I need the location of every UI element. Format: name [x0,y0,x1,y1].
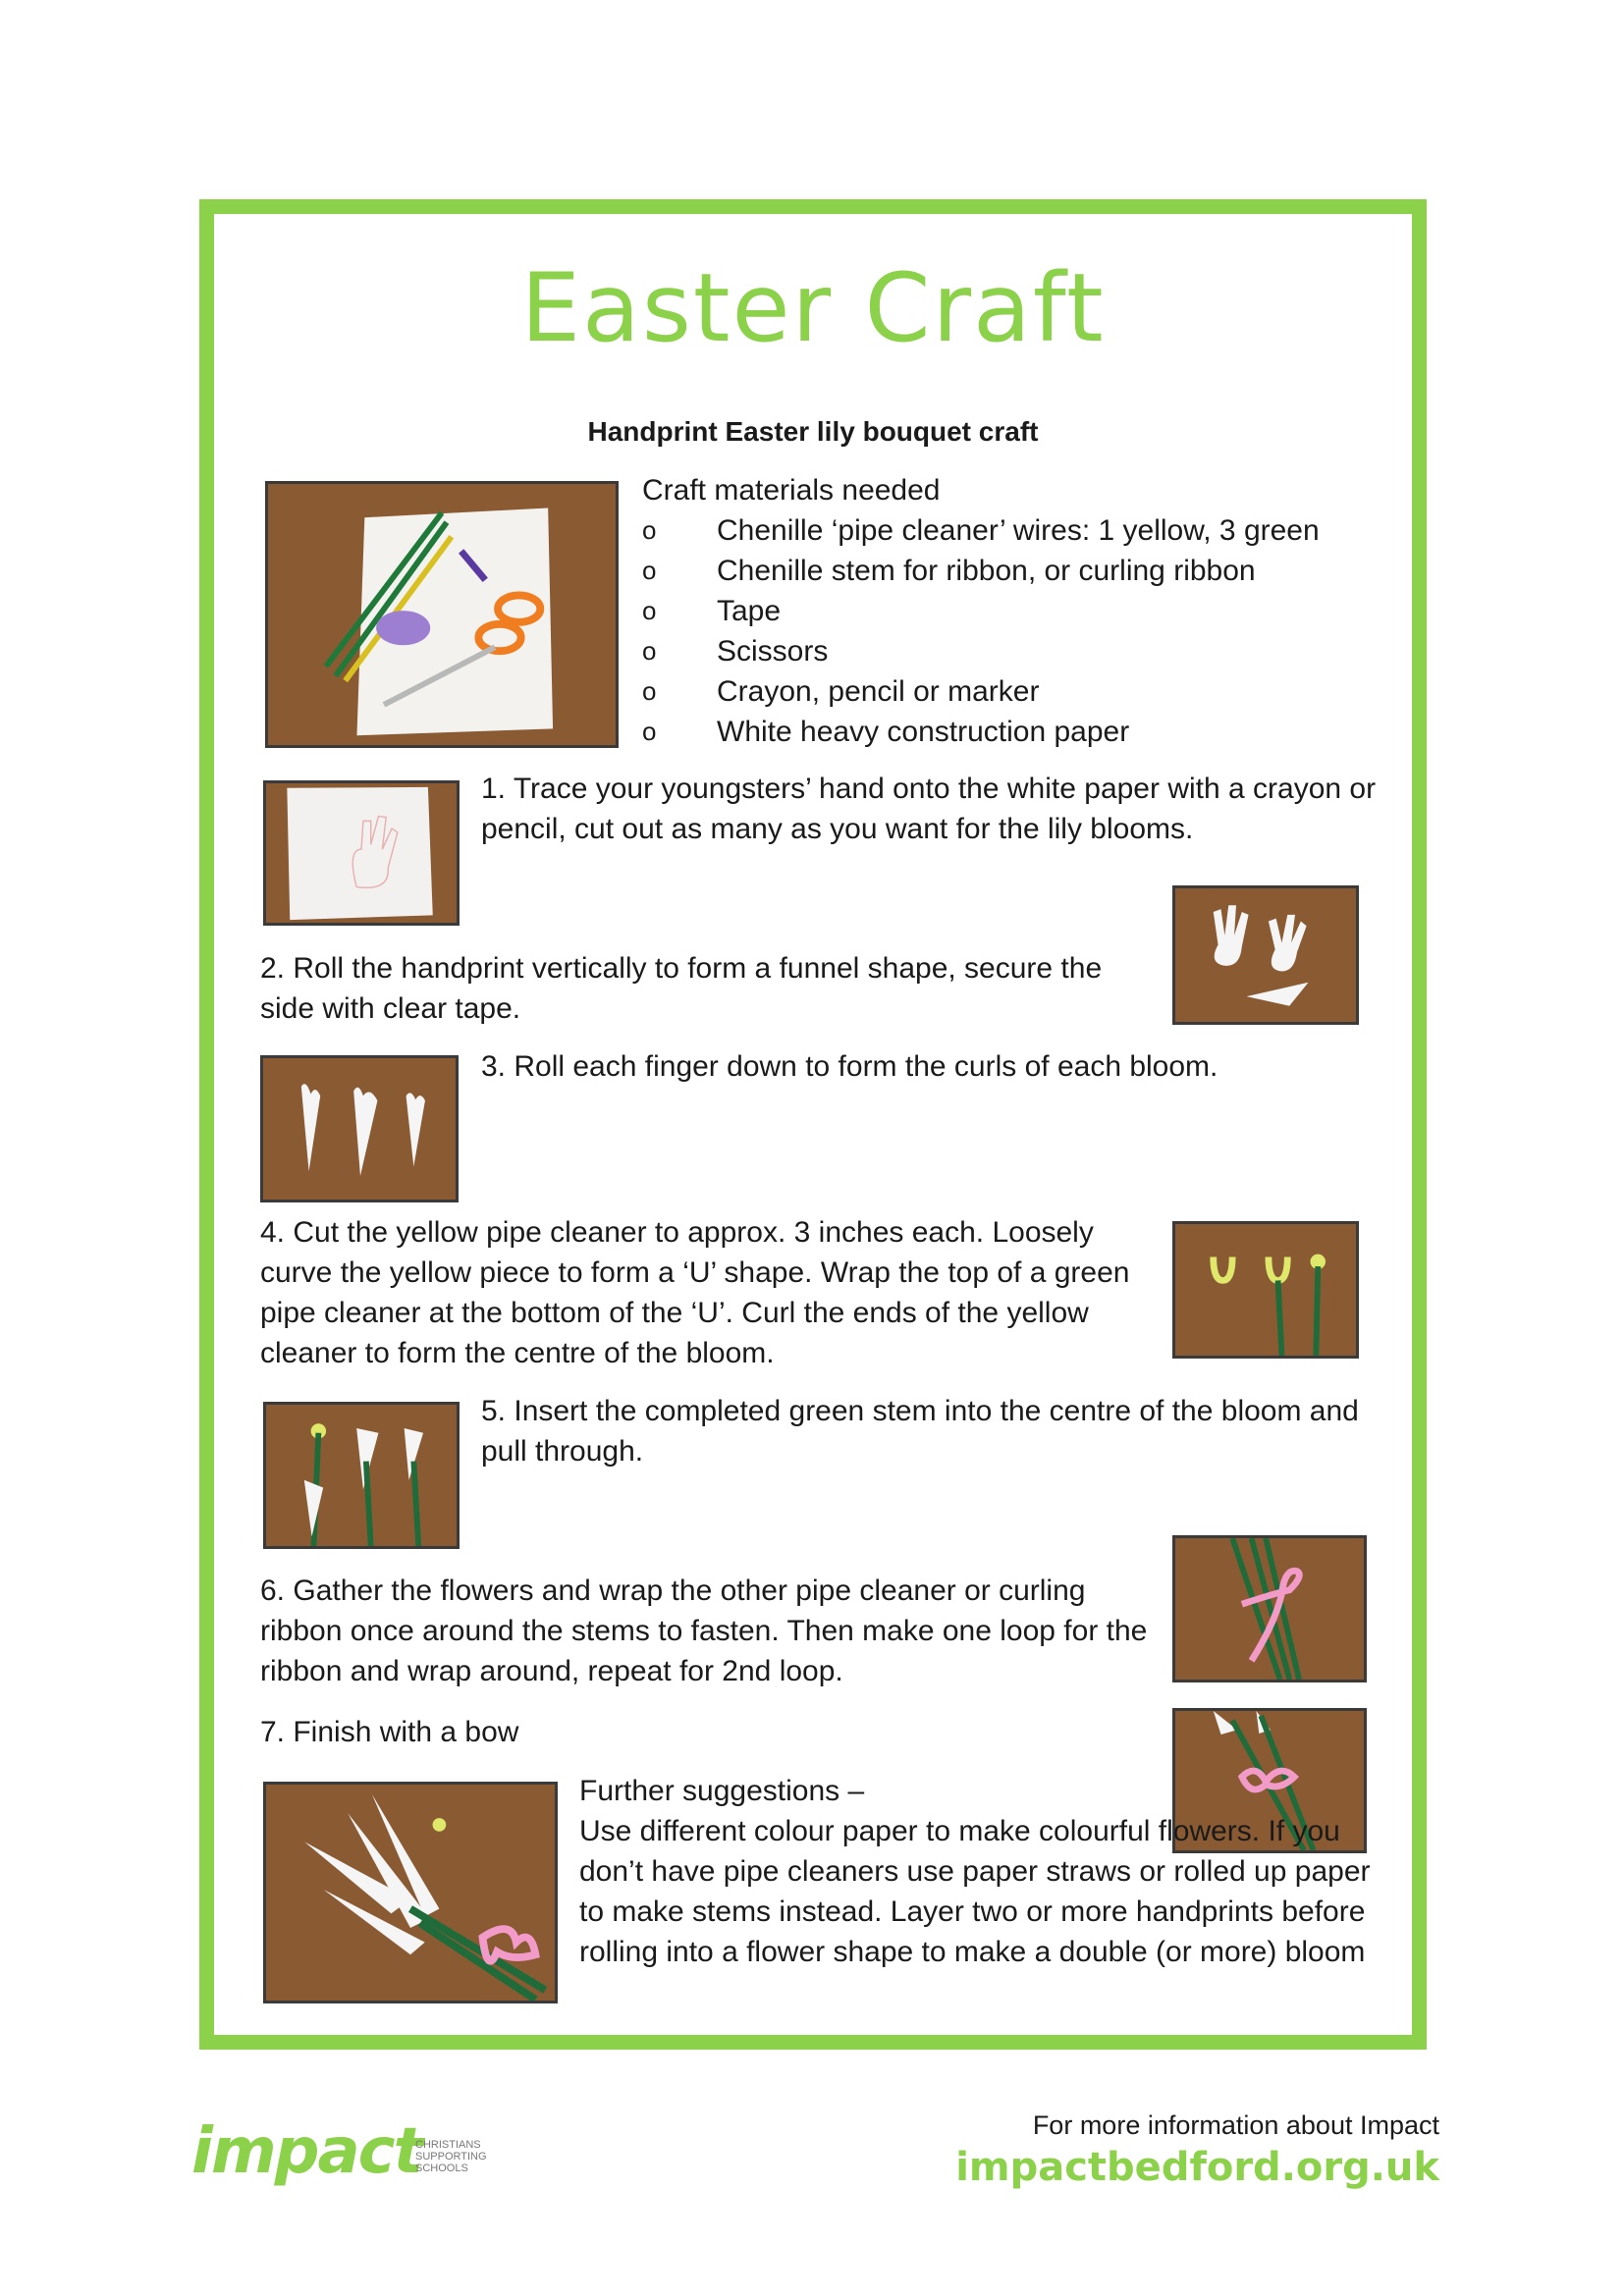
step-3: 3. Roll each finger down to form the curls of each bloom. [481,1050,1218,1083]
step1-photo [263,780,460,926]
footer-info [955,2110,1439,2190]
website-link[interactable]: impactbedford.org.uk [955,2145,1439,2190]
page-subtitle: Handprint Easter lily bouquet craft [587,416,1039,447]
list-item: o Crayon, pencil or marker [642,671,1388,712]
logo-word: impact [191,2115,422,2188]
materials-photo [265,481,619,748]
bullet: o [642,515,657,545]
step-4: 4. Cut the yellow pipe cleaner to approx. 3 inches each. Loosely curve the yellow piece to form a ‘U’ shape. Wrap the top of a green pipe cleaner at the bottom of the ‘U’. Curl the ends of the yellow cleaner to form the centre of the bloom. [260,1216,1130,1369]
bouquet-photo [263,1782,558,2003]
step6-photo [1172,1535,1367,1682]
step-7: 7. Finish with a bow [260,1716,519,1748]
bullet: o [642,556,657,585]
step3-photo [260,1055,459,1202]
bullet: o [642,596,657,625]
materials-heading: Craft materials needed [642,474,941,507]
list-item: o Chenille ‘pipe cleaner’ wires: 1 yellow, 3 green [642,510,1388,551]
further-body [579,1811,1394,1972]
list-item: o Scissors [642,631,1388,671]
step-2: 2. Roll the handprint vertically to form a funnel shape, secure the side with clear tape. [260,952,1103,1025]
bullet: o [642,717,657,746]
step5-photo [263,1402,460,1549]
impact-logo [191,2115,506,2209]
logo-tagline: CHRISTIANS SUPPORTING SCHOOLS [415,2139,487,2174]
step-5: 5. Insert the completed green stem into the centre of the bloom and pull through. [481,1395,1359,1468]
page-title: Easter Craft [520,253,1106,363]
materials-list [642,510,1388,752]
bullet: o [642,636,657,666]
step-1: 1. Trace your youngsters’ hand onto the white paper with a crayon or pencil, cut out as many as you want for the lily blooms. [481,773,1377,845]
further-heading: Further suggestions – [579,1775,865,1807]
footer-info-text: For more information about Impact [1032,2110,1439,2140]
step-6: 6. Gather the flowers and wrap the other pipe cleaner or curling ribbon once around the stems to fasten. Then make one loop for the ribbon and wrap around, repeat for 2nd loop. [260,1575,1148,1687]
bullet: o [642,676,657,706]
list-item: o Tape [642,591,1388,631]
list-item: o White heavy construction paper [642,712,1388,752]
further-text: Use different colour paper to make colourful flowers. If you don’t have pipe cleaners use paper straws or rolled up paper to make stems instead. Layer two or more handprints before rolling into a flower shape to make a double (or more) bloom [579,1815,1371,1968]
list-item: o Chenille stem for ribbon, or curling ribbon [642,551,1388,591]
step2-photo [1172,885,1359,1025]
step4-photo [1172,1221,1359,1359]
